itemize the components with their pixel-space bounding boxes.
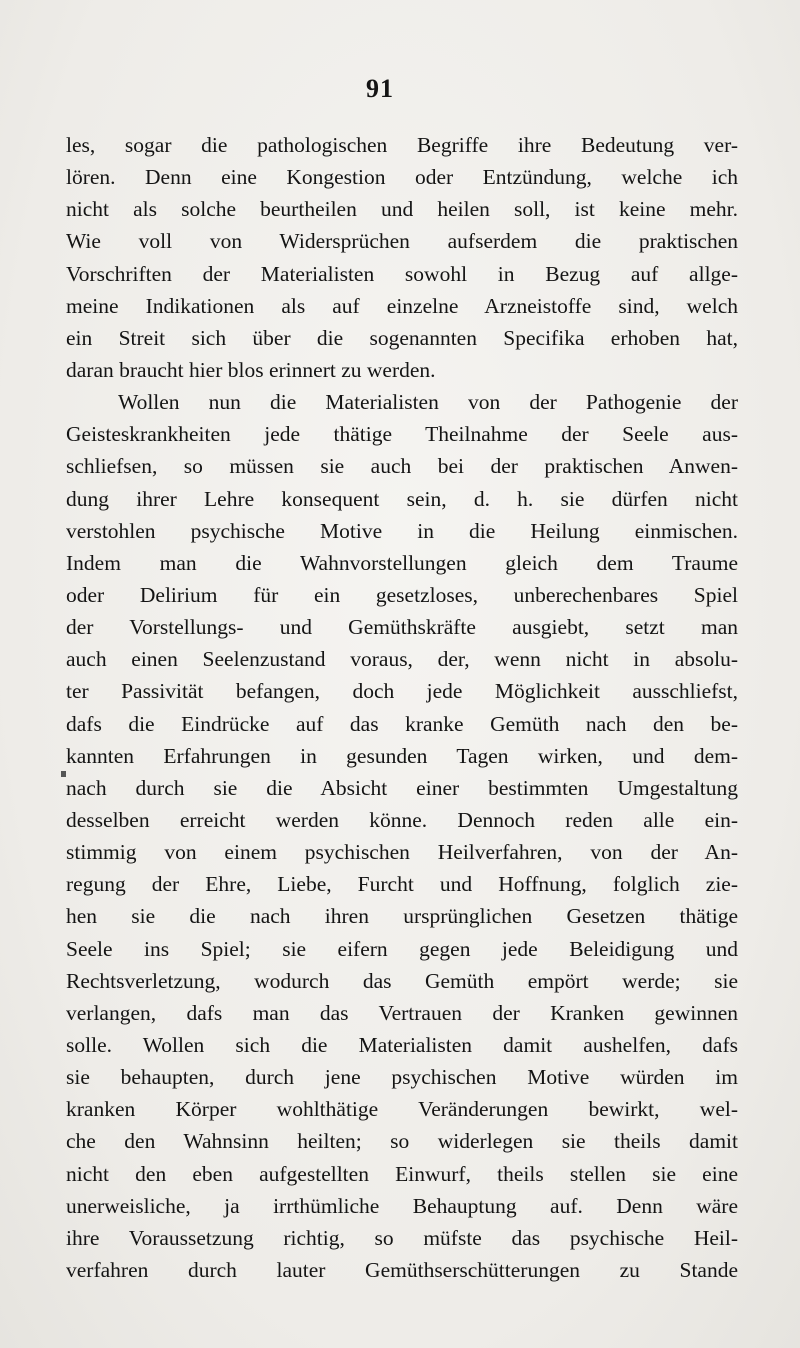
text-line: daran braucht hier blos erinnert zu werden. bbox=[66, 357, 436, 382]
text-line: kannten Erfahrungen in gesunden Tagen wirken, und dem- bbox=[66, 743, 738, 768]
text-line: Wollen nun die Materialisten von der Pathogenie der bbox=[118, 390, 738, 415]
text-line: ihre Voraussetzung richtig, so müfste das psychische Heil- bbox=[66, 1225, 738, 1250]
text-line: ein Streit sich über die sogenannten Specifika erhoben hat, bbox=[66, 325, 738, 350]
text-line: kranken Körper wohlthätige Veränderungen bewirkt, wel- bbox=[66, 1097, 738, 1122]
text-line: nicht den eben aufgestellten Einwurf, theils stellen sie eine bbox=[66, 1161, 738, 1186]
text-line: verfahren durch lauter Gemüthserschütterungen zu Stande bbox=[66, 1257, 738, 1282]
text-line: solle. Wollen sich die Materialisten damit aushelfen, dafs bbox=[66, 1032, 738, 1057]
text-line: Indem man die Wahnvorstellungen gleich dem Traume bbox=[66, 550, 738, 575]
text-line: dung ihrer Lehre konsequent sein, d. h. sie dürfen nicht bbox=[66, 486, 738, 511]
text-line: Rechtsverletzung, wodurch das Gemüth empört werde; sie bbox=[66, 968, 738, 993]
text-line: verstohlen psychische Motive in die Heilung einmischen. bbox=[66, 518, 738, 543]
page-number: 91 bbox=[366, 74, 394, 103]
body-text bbox=[66, 129, 738, 1286]
text-line: verlangen, dafs man das Vertrauen der Kranken gewinnen bbox=[66, 1000, 738, 1025]
text-line: Wie voll von Widersprüchen aufserdem die praktischen bbox=[66, 229, 738, 254]
text-line: regung der Ehre, Liebe, Furcht und Hoffnung, folglich zie- bbox=[66, 872, 738, 897]
text-line: Vorschriften der Materialisten sowohl in Bezug auf allge- bbox=[66, 261, 738, 286]
text-line: oder Delirium für ein gesetzloses, unberechenbares Spiel bbox=[66, 582, 738, 607]
text-line: unerweisliche, ja irrthümliche Behauptung auf. Denn wäre bbox=[66, 1193, 738, 1218]
text-line: stimmig von einem psychischen Heilverfahren, von der An- bbox=[66, 840, 738, 865]
text-line: lören. Denn eine Kongestion oder Entzündung, welche ich bbox=[66, 165, 738, 190]
text-line: ter Passivität befangen, doch jede Möglichkeit ausschliefst, bbox=[66, 679, 738, 704]
text-line: auch einen Seelenzustand voraus, der, wenn nicht in absolu- bbox=[66, 647, 738, 672]
text-line: desselben erreicht werden könne. Dennoch reden alle ein- bbox=[66, 807, 738, 832]
text-line: nach durch sie die Absicht einer bestimmten Umgestaltung bbox=[66, 775, 738, 800]
text-line: che den Wahnsinn heilten; so widerlegen sie theils damit bbox=[66, 1129, 738, 1154]
text-line: dafs die Eindrücke auf das kranke Gemüth nach den be- bbox=[66, 711, 738, 736]
text-line: meine Indikationen als auf einzelne Arzneistoffe sind, welch bbox=[66, 293, 738, 318]
text-line: Geisteskrankheiten jede thätige Theilnahme der Seele aus- bbox=[66, 422, 738, 447]
text-line: les, sogar die pathologischen Begriffe ihre Bedeutung ver- bbox=[66, 133, 738, 157]
text-line: hen sie die nach ihren ursprünglichen Gesetzen thätige bbox=[66, 904, 738, 929]
text-line: schliefsen, so müssen sie auch bei der praktischen Anwen- bbox=[66, 454, 738, 479]
print-speck bbox=[61, 771, 66, 777]
text-line: sie behaupten, durch jene psychischen Motive würden im bbox=[66, 1065, 738, 1090]
text-line: nicht als solche beurtheilen und heilen soll, ist keine mehr. bbox=[66, 197, 738, 222]
text-line: der Vorstellungs- und Gemüthskräfte ausgiebt, setzt man bbox=[66, 615, 738, 640]
text-line: Seele ins Spiel; sie eifern gegen jede Beleidigung und bbox=[66, 936, 738, 961]
